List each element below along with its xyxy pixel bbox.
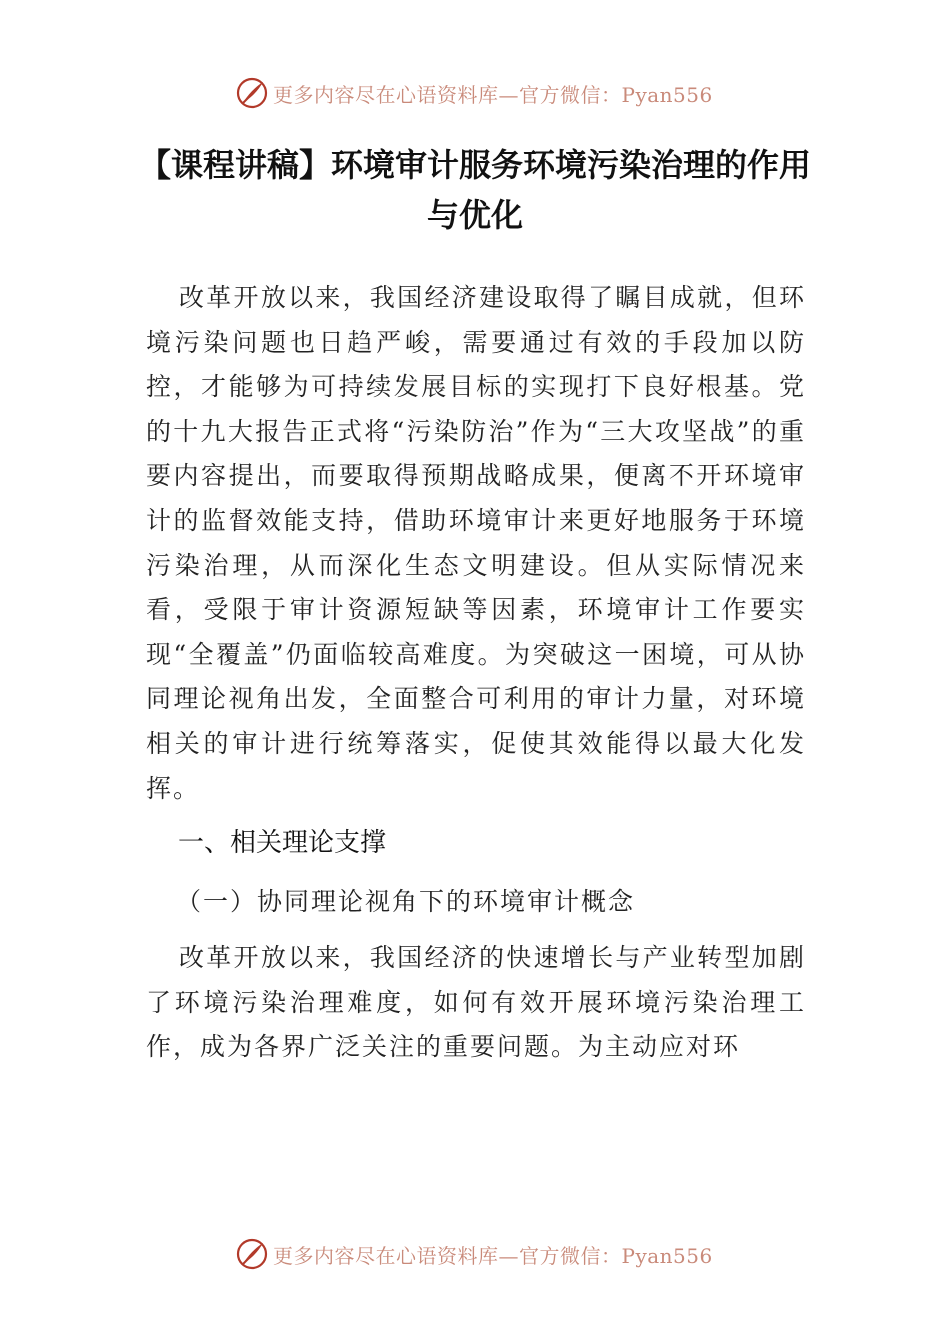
document-title: 【课程讲稿】环境审计服务环境污染治理的作用与优化 bbox=[138, 146, 811, 234]
footer-banner-text: 更多内容尽在心语资料库—官方微信：Pyan556 bbox=[273, 1243, 713, 1268]
section-heading: 一、相关理论支撑 bbox=[178, 828, 387, 858]
header-banner bbox=[235, 73, 755, 113]
subsection-heading: （一）协同理论视角下的环境审计概念 bbox=[176, 887, 636, 916]
header-banner-text: 更多内容尽在心语资料库—官方微信：Pyan556 bbox=[273, 82, 713, 107]
paragraph-section: 改革开放以来，我国经济的快速增长与产业转型加剧了环境污染治理难度，如何有效开展环境污染治理工作，成为各界广泛关注的重要问题。为主动应对环 bbox=[146, 943, 806, 1062]
footer-banner bbox=[235, 1234, 755, 1274]
quill-logo-icon bbox=[235, 1237, 269, 1271]
paragraph-intro: 改革开放以来，我国经济建设取得了瞩目成就，但环境污染问题也日趋严峻，需要通过有效的手段加以防控，才能够为可持续发展目标的实现打下良好根基。党的十九大报告正式将“污染防治”作为“三大攻坚战”的重要内容提出，而要取得预期战略成果，便离不开环境审计的监督效能支持，借助环境审计来更好地服务于环境污染治理，从而深化生态文明建设。但从实际情况来看，受限于审计资源短缺等因素，环境审计工作要实现“全覆盖”仍面临较高难度。为突破这一困境，可从协同理论视角出发，全面整合可利用的审计力量，对环境相关的审计进行统筹落实，促使其效能得以最大化发挥。 bbox=[146, 283, 806, 803]
quill-logo-icon bbox=[235, 76, 269, 110]
